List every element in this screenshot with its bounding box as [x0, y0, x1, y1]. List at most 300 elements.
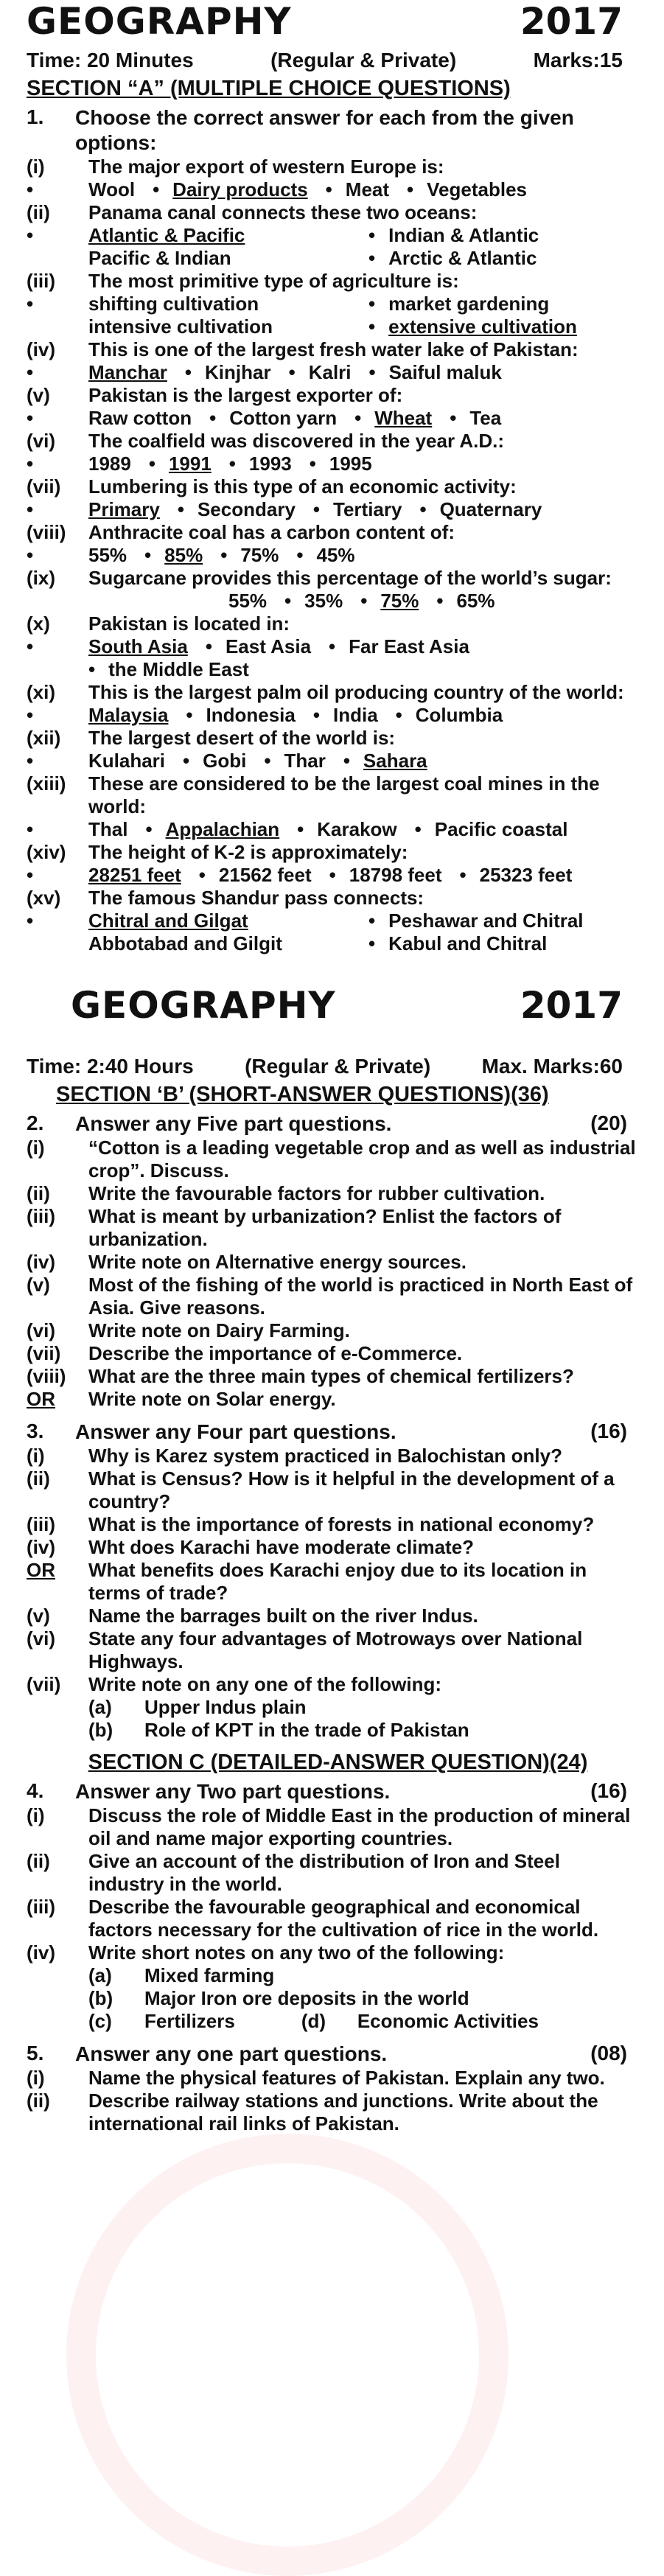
sub-part-text: Mixed farming [144, 1964, 275, 1986]
mcq-question [27, 567, 649, 590]
bullet-icon: • [88, 658, 96, 680]
option-list [88, 590, 649, 612]
bullet-icon: • [27, 498, 34, 520]
question-heading [27, 1111, 649, 1137]
option-text: East Asia [225, 635, 312, 657]
option [178, 498, 296, 521]
option-list [88, 453, 649, 475]
option-text: Sahara [363, 750, 427, 772]
bullet-icon: • [296, 544, 304, 566]
option-text: Vegetables [427, 178, 527, 200]
option-correct [145, 818, 279, 841]
question-part [27, 1627, 649, 1673]
part-label: (ii) [27, 1850, 50, 1872]
option-text: Pacific & Indian [88, 247, 231, 269]
option-text: shifting cultivation [88, 293, 259, 315]
bullet-icon: • [177, 498, 184, 520]
question-part [27, 1205, 649, 1251]
option [329, 635, 469, 658]
mcq-question [27, 384, 649, 407]
mcq-text: Pakistan is located in: [88, 612, 290, 635]
option [88, 293, 351, 315]
paper-header [27, 0, 649, 43]
sub-part-label: (b) [88, 1719, 113, 1741]
option-text: 45% [316, 544, 355, 566]
option-list [88, 224, 649, 270]
part-label: (v) [27, 1274, 50, 1296]
option-text: Cotton yarn [229, 407, 338, 429]
option-correct [88, 224, 351, 247]
part-text: Name the barrages built on the river Indus. [88, 1605, 478, 1627]
mcq-options [27, 498, 649, 521]
sub-part-line [27, 2010, 649, 2033]
option-text: 85% [164, 544, 203, 566]
option-correct [149, 453, 212, 475]
mcq-options [27, 293, 649, 338]
option-text: 1995 [329, 453, 372, 475]
mcq-number: (xiv) [27, 841, 66, 863]
option-list [88, 818, 649, 841]
mcq-number: (vii) [27, 475, 61, 498]
question-number: 4. [27, 1779, 44, 1802]
bullet-icon: • [288, 361, 296, 383]
mcq-text: The major export of western Europe is: [88, 156, 444, 178]
option-list [88, 407, 649, 430]
section-c-heading: SECTION C (DETAILED-ANSWER QUESTION)(24) [88, 1751, 588, 1774]
sub-part-text: Economic Activities [357, 2010, 539, 2032]
question-part [27, 1941, 649, 1964]
bullet-icon: • [368, 361, 376, 383]
bullet-icon: • [407, 178, 414, 200]
option-correct [360, 590, 419, 612]
question-5 [27, 2042, 649, 2140]
question-part [27, 1536, 649, 1559]
bullet-icon: • [153, 178, 160, 200]
part-label: (iv) [27, 1941, 55, 1964]
part-text: State any four advantages of Motroways over National Highways. [88, 1627, 583, 1672]
bullet-icon: • [27, 635, 34, 657]
mcq-text: The height of K-2 is approximately: [88, 841, 408, 863]
option-text: Karakow [317, 818, 397, 840]
option-list [88, 178, 649, 201]
option [407, 178, 527, 201]
option-text: 1989 [88, 453, 131, 475]
mcq-text: The coalfield was discovered in the year A.D.: [88, 430, 504, 452]
mcq-text: Lumbering is this type of an economic activity: [88, 475, 517, 498]
bullet-icon: • [309, 453, 316, 475]
mcq-text: Panama canal connects these two oceans: [88, 201, 478, 223]
option [88, 178, 135, 201]
mcq-options [27, 750, 649, 772]
option-text: Indonesia [206, 704, 296, 726]
bullet-icon: • [27, 818, 34, 840]
option-text: Peshawar and Chitral [388, 910, 584, 932]
option-text: Far East Asia [349, 635, 469, 657]
exam-type: (Regular & Private) [270, 49, 457, 71]
mcq-question [27, 681, 649, 704]
mcq-number: (x) [27, 612, 50, 635]
option-text: Thal [88, 818, 128, 840]
bullet-icon: • [368, 932, 376, 954]
option-text: 21562 feet [218, 864, 312, 886]
option [185, 361, 271, 384]
sub-part-line [27, 1696, 649, 1719]
question-number: 5. [27, 2042, 44, 2064]
paper-header [27, 984, 649, 1027]
option-list [88, 635, 649, 681]
watermark [66, 2134, 509, 2576]
bullet-icon: • [27, 910, 34, 932]
option-text: intensive cultivation [88, 315, 273, 338]
mcq-text: The famous Shandur pass connects: [88, 887, 424, 909]
option [460, 864, 573, 887]
option-correct [88, 361, 167, 384]
part-text: Give an account of the distribution of Iron and Steel industry in the world. [88, 1850, 560, 1895]
option-text: the Middle East [108, 658, 249, 680]
mcq-number: (i) [27, 156, 45, 178]
option [88, 544, 127, 567]
question-part [27, 1605, 649, 1627]
bullet-icon: • [205, 635, 212, 657]
mcq-options [27, 407, 649, 430]
option [313, 704, 378, 727]
option-text: Pacific coastal [434, 818, 568, 840]
part-label: OR [27, 1388, 55, 1410]
spacer [27, 1742, 649, 1746]
part-text: Wht does Karachi have moderate climate? [88, 1536, 475, 1558]
mcq-question [27, 156, 649, 178]
option [450, 407, 501, 430]
bullet-icon: • [183, 750, 190, 772]
option-text: Kalri [308, 361, 352, 383]
exam-type: (Regular & Private) [245, 1055, 431, 1078]
option-list [88, 750, 649, 772]
mcq-number: (vi) [27, 430, 55, 452]
option-correct [88, 635, 188, 658]
question-marks: (20) [590, 1111, 627, 1134]
option-correct [368, 315, 632, 338]
option [368, 293, 632, 315]
bullet-icon: • [209, 407, 217, 429]
option-text: Appalachian [165, 818, 280, 840]
bullet-icon: • [264, 750, 271, 772]
marks-label: Max. Marks:60 [481, 1055, 623, 1078]
time-label: Time: 20 Minutes [27, 49, 194, 71]
bullet-icon: • [325, 178, 332, 200]
option [369, 361, 502, 384]
part-text: Write the favourable factors for rubber cultivation. [88, 1182, 545, 1204]
bullet-icon: • [368, 224, 376, 246]
part-label: (iii) [27, 1896, 55, 1918]
part-label: (iii) [27, 1205, 55, 1227]
mcq-options [27, 635, 649, 681]
option-correct [88, 910, 351, 932]
mcq-question [27, 521, 649, 544]
option [206, 635, 311, 658]
option-text: South Asia [88, 635, 188, 657]
option-text: 25323 feet [479, 864, 573, 886]
option-text: Secondary [197, 498, 296, 520]
mcq-question [27, 772, 649, 818]
bullet-icon: • [312, 498, 321, 520]
mcq-question [27, 338, 649, 361]
part-text: Write note on Alternative energy sources. [88, 1251, 466, 1273]
bullet-icon: • [368, 910, 376, 932]
option [228, 590, 267, 612]
part-text: Write note on Solar energy. [88, 1388, 336, 1410]
option-text: Primary [88, 498, 160, 520]
option-correct [144, 544, 203, 567]
option-text: Gobi [203, 750, 247, 772]
question-part [27, 1559, 649, 1605]
mcq-question [27, 612, 649, 635]
option-text: Tertiary [333, 498, 402, 520]
option-text: 18798 feet [349, 864, 442, 886]
mcq-number: (xii) [27, 727, 61, 749]
option [329, 864, 442, 887]
part-label: OR [27, 1559, 55, 1581]
part-label: (iv) [27, 1536, 55, 1558]
option-text: Raw cotton [88, 407, 192, 429]
sub-part-text: Upper Indus plain [144, 1696, 307, 1718]
question-instruction: Choose the correct answer for each from the given options: [75, 106, 574, 154]
spacer [27, 2135, 649, 2140]
question-part [27, 1365, 649, 1388]
paper-title: GEOGRAPHY [71, 984, 336, 1027]
sub-part-label: (c) [88, 2010, 112, 2032]
question-4 [27, 1779, 649, 2037]
part-text: Write short notes on any two of the following: [88, 1941, 505, 1964]
part-label: (vii) [27, 1342, 61, 1364]
option-text: Kulahari [88, 750, 166, 772]
sub-part-text: Role of KPT in the trade of Pakistan [144, 1719, 469, 1741]
option-text: India [332, 704, 378, 726]
question-part [27, 1274, 649, 1319]
option-text: Tea [469, 407, 502, 429]
option-correct [153, 178, 308, 201]
mcq-options [27, 818, 649, 841]
bullet-icon: • [459, 864, 466, 886]
part-text: Why is Karez system practiced in Balochistan only? [88, 1445, 562, 1467]
bullet-icon: • [220, 544, 228, 566]
mcq-number: (iv) [27, 338, 55, 360]
option-correct [88, 498, 160, 521]
sub-part-label: (b) [88, 1987, 113, 2009]
mcq-text: These are considered to be the largest coal mines in the world: [88, 772, 600, 817]
part-label: (ii) [27, 2090, 50, 2112]
option-list [88, 910, 649, 955]
option [186, 704, 295, 727]
option-text: 28251 feet [88, 864, 181, 886]
mcq-text: The largest desert of the world is: [88, 727, 396, 749]
mcq-question [27, 270, 649, 293]
question-part [27, 1342, 649, 1365]
part-label: (viii) [27, 1365, 66, 1387]
sub-part-line [27, 1964, 649, 1987]
option-text: 55% [88, 544, 127, 566]
bullet-icon: • [198, 864, 206, 886]
sub-part-label: (a) [88, 1964, 112, 1986]
question-3 [27, 1420, 649, 1746]
mcq-number: (v) [27, 384, 50, 406]
spacer [27, 1411, 649, 1415]
part-text: What are the three main types of chemical fertilizers? [88, 1365, 574, 1387]
option-text: 55% [228, 590, 268, 612]
mcq-question [27, 430, 649, 453]
option-text: Chitral and Gilgat [88, 910, 248, 932]
mcq-list [27, 156, 649, 955]
part-label: (ii) [27, 1182, 50, 1204]
option-text: Meat [345, 178, 390, 200]
mcq-text: The most primitive type of agriculture is: [88, 270, 459, 292]
time-label: Time: 2:40 Hours [27, 1055, 194, 1078]
option-text: Atlantic & Pacific [88, 224, 245, 246]
option [88, 658, 249, 681]
option-list [88, 361, 649, 384]
sub-part-label: (d) [301, 2010, 326, 2032]
option-text: Saiful maluk [388, 361, 502, 383]
section-b-heading: SECTION ‘B’ (SHORT-ANSWER QUESTIONS)(36) [56, 1083, 549, 1106]
bullet-icon: • [297, 818, 304, 840]
bullet-icon: • [395, 704, 402, 726]
section-a-heading: SECTION “A” (MULTIPLE CHOICE QUESTIONS) [27, 77, 511, 100]
option-text: 1993 [248, 453, 292, 475]
bullet-icon: • [368, 247, 376, 269]
section-bc-page [0, 984, 664, 2269]
option [310, 453, 372, 475]
part-text: Most of the fishing of the world is practiced in North East of Asia. Give reasons. [88, 1274, 633, 1319]
option-list [88, 544, 649, 567]
part-label: (iii) [27, 1513, 55, 1535]
part-text: Write note on Dairy Farming. [88, 1319, 350, 1341]
mcq-number: (ix) [27, 567, 55, 589]
part-label: (i) [27, 1445, 45, 1467]
bullet-icon: • [284, 590, 292, 612]
option [264, 750, 325, 772]
mcq-number: (viii) [27, 521, 66, 543]
bullet-icon: • [27, 704, 34, 726]
spacer [27, 2033, 649, 2037]
option-list [88, 293, 649, 338]
sub-part-label: (a) [88, 1696, 112, 1718]
question-marks: (16) [590, 1779, 627, 1802]
bullet-icon: • [27, 361, 34, 383]
question-marks: (16) [590, 1420, 627, 1442]
option-text: 35% [304, 590, 343, 612]
mcq-options [27, 910, 649, 955]
section-a-page [0, 0, 664, 984]
part-label: (vii) [27, 1673, 61, 1695]
part-text: Describe the importance of e-Commerce. [88, 1342, 463, 1364]
bullet-icon: • [27, 178, 34, 200]
bullet-icon: • [414, 818, 422, 840]
question-instruction: Answer any Two part questions. [75, 1780, 391, 1803]
option [436, 590, 494, 612]
option-text: Indian & Atlantic [388, 224, 539, 246]
option-text: Wool [88, 178, 136, 200]
paper-meta [27, 49, 649, 72]
part-text: Describe the favourable geographical and economical factors necessary for the cultivation of rice in the world. [88, 1896, 599, 1941]
bullet-icon: • [329, 635, 336, 657]
bullet-icon [27, 590, 88, 612]
mcq-options [27, 544, 649, 567]
option [88, 407, 192, 430]
part-text: Write note on any one of the following: [88, 1673, 442, 1695]
option [296, 544, 354, 567]
option-text: Arctic & Atlantic [388, 247, 537, 269]
mcq-question [27, 475, 649, 498]
mcq-question [27, 201, 649, 224]
part-text: What is the importance of forests in national economy? [88, 1513, 595, 1535]
mcq-number: (xv) [27, 887, 61, 909]
part-label: (v) [27, 1605, 50, 1627]
bullet-icon: • [343, 750, 350, 772]
bullet-icon: • [145, 818, 153, 840]
paper-title: GEOGRAPHY [27, 0, 292, 43]
option-text: Columbia [415, 704, 503, 726]
mcq-options [27, 453, 649, 475]
option [88, 750, 165, 772]
bullet-icon: • [144, 544, 152, 566]
bullet-icon: • [27, 293, 34, 315]
bullet-icon: • [148, 453, 155, 475]
question-part [27, 1467, 649, 1513]
option-text: Manchar [88, 361, 167, 383]
question-heading [27, 2042, 649, 2067]
part-label: (ii) [27, 1467, 50, 1490]
question-instruction: Answer any Five part questions. [75, 1112, 392, 1135]
bullet-icon: • [368, 315, 376, 338]
question-part [27, 2090, 649, 2135]
mcq-text: Pakistan is the largest exporter of: [88, 384, 403, 406]
option [88, 453, 131, 475]
question-heading [27, 105, 649, 156]
option-list [88, 498, 649, 521]
mcq-question [27, 841, 649, 864]
bullet-icon: • [184, 361, 192, 383]
part-label: (i) [27, 2067, 45, 2089]
part-label: (i) [27, 1804, 45, 1826]
option-text: 75% [380, 590, 419, 612]
mcq-text: Sugarcane provides this percentage of the world’s sugar: [88, 567, 612, 589]
option [326, 178, 389, 201]
mcq-number: (iii) [27, 270, 55, 292]
option-text: Wheat [374, 407, 433, 429]
option [88, 932, 351, 955]
question-instruction: Answer any Four part questions. [75, 1420, 396, 1443]
bullet-icon: • [354, 407, 362, 429]
question-number: 3. [27, 1420, 44, 1442]
option [229, 453, 292, 475]
part-label: (iv) [27, 1251, 55, 1273]
part-text: Describe railway stations and junctions. Write about the international rail links of Pakistan. [88, 2090, 598, 2135]
mcq-options [27, 704, 649, 727]
option-list [88, 864, 649, 887]
bullet-icon: • [419, 498, 427, 520]
question-number: 1. [27, 105, 44, 128]
mcq-number: (xi) [27, 681, 55, 703]
option [209, 407, 337, 430]
mcq-options [27, 864, 649, 887]
bullet-icon: • [228, 453, 236, 475]
part-text: Discuss the role of Middle East in the production of mineral oil and name major exporting countries. [88, 1804, 631, 1849]
paper-meta [27, 1055, 649, 1078]
option-text: Thar [284, 750, 326, 772]
part-label: (i) [27, 1137, 45, 1159]
option-text: Malaysia [88, 704, 169, 726]
option [284, 590, 343, 612]
option [368, 910, 632, 932]
